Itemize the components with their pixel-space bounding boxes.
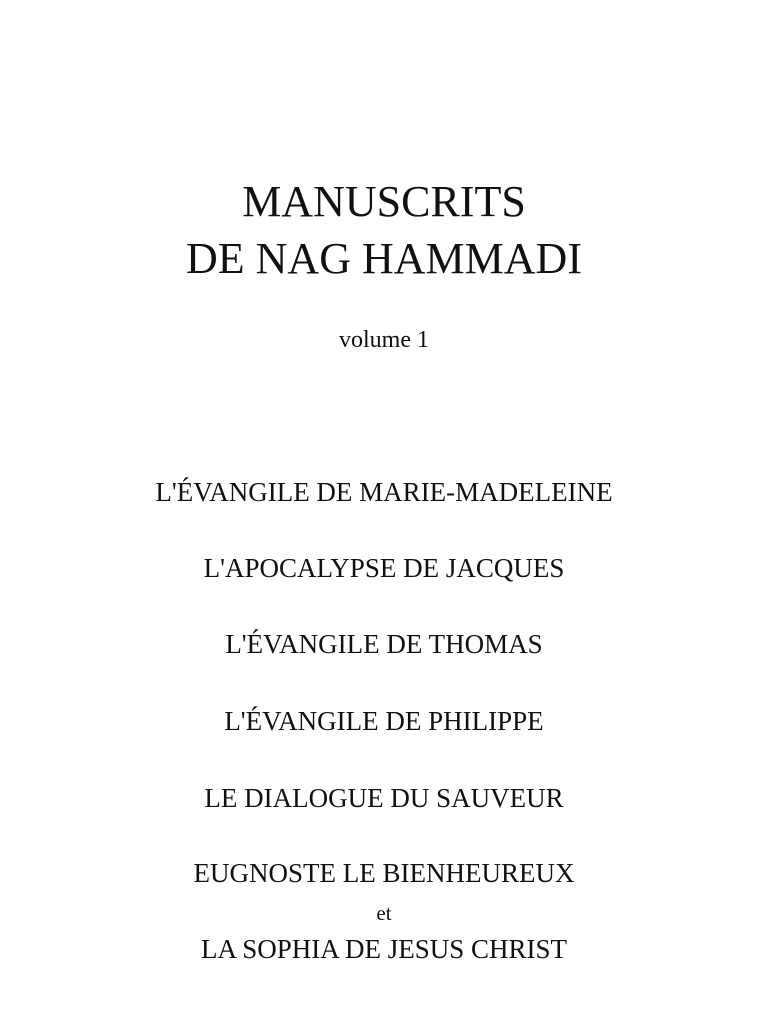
title-line-1: MANUSCRITS	[242, 177, 526, 226]
work-title: LA SOPHIA DE JESUS CHRIST	[200, 934, 568, 964]
volume-label: volume 1	[339, 327, 429, 353]
work-title: L'ÉVANGILE DE PHILIPPE	[224, 706, 544, 736]
work-title: L'ÉVANGILE DE MARIE-MADELEINE	[155, 477, 613, 507]
work-title: EUGNOSTE LE BIENHEUREUX	[193, 858, 575, 888]
work-title: LE DIALOGUE DU SAUVEUR	[204, 783, 564, 813]
conjunction: et	[376, 901, 392, 925]
title-line-2: DE NAG HAMMADI	[186, 234, 582, 283]
work-title: L'APOCALYPSE DE JACQUES	[203, 553, 565, 583]
work-title: L'ÉVANGILE DE THOMAS	[225, 629, 543, 659]
